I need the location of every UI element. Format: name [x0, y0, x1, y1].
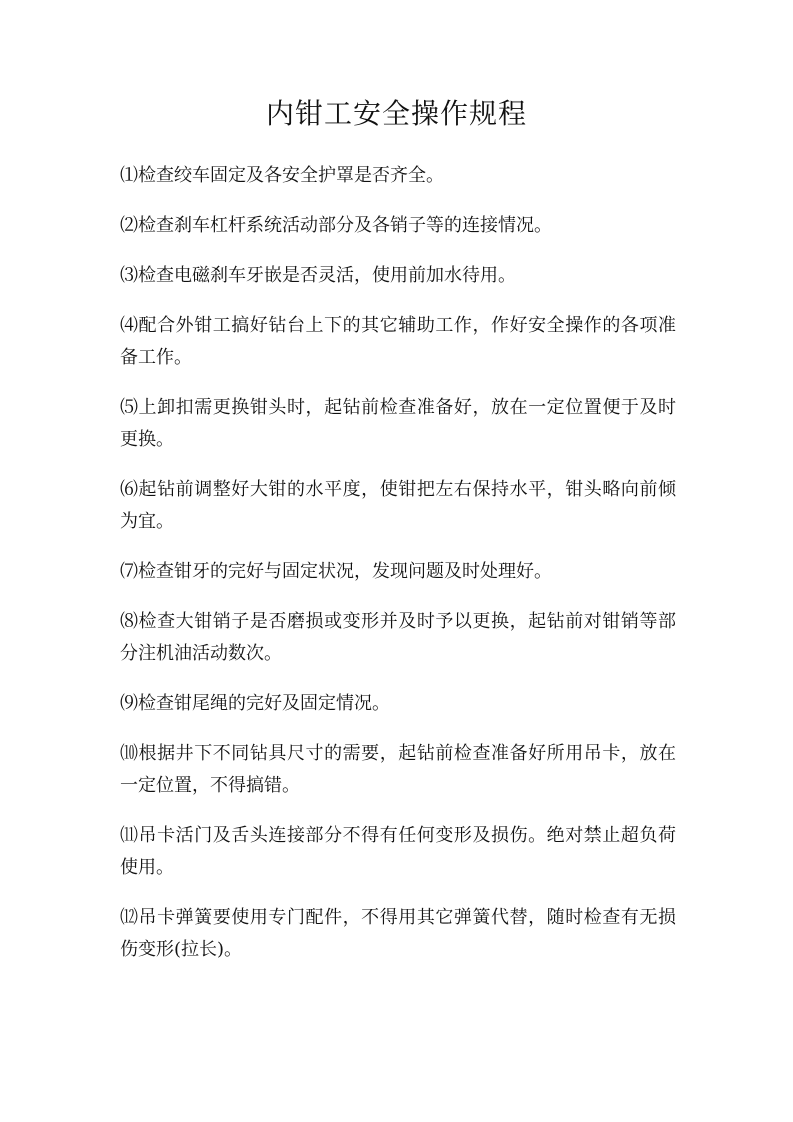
rule-item-6: ⑹起钻前调整好大钳的水平度，使钳把左右保持水平，钳头略向前倾为宜。	[120, 479, 676, 532]
rule-item-7: ⑺检查钳牙的完好与固定状况，发现问题及时处理好。	[120, 561, 552, 582]
document-body	[120, 160, 676, 984]
rule-item-1: ⑴检查绞车固定及各安全护罩是否齐全。	[120, 165, 444, 186]
rule-item-2: ⑵检查刹车杠杆系统活动部分及各销子等的连接情况。	[120, 215, 552, 236]
rule-item-8: ⑻检查大钳销子是否磨损或变形并及时予以更换，起钻前对钳销等部分注机油活动数次。	[120, 611, 676, 664]
rule-item-12: ⑿吊卡弹簧要使用专门配件，不得用其它弹簧代替，随时检查有无损伤变形(拉长)。	[120, 907, 676, 960]
rule-item-10: ⑽根据井下不同钻具尺寸的需要，起钻前检查准备好所用吊卡，放在一定位置，不得搞错。	[120, 743, 676, 796]
rule-item-11: ⑾吊卡活门及舌头连接部分不得有任何变形及损伤。绝对禁止超负荷使用。	[120, 825, 676, 878]
rule-item-4: ⑷配合外钳工搞好钻台上下的其它辅助工作，作好安全操作的各项准备工作。	[120, 315, 676, 368]
document-title: 内钳工安全操作规程	[265, 97, 527, 130]
rule-item-3: ⑶检查电磁刹车牙嵌是否灵活，使用前加水待用。	[120, 265, 516, 286]
rule-item-9: ⑼检查钳尾绳的完好及固定情况。	[120, 693, 390, 714]
rule-item-5: ⑸上卸扣需更换钳头时，起钻前检查准备好，放在一定位置便于及时更换。	[120, 397, 676, 450]
